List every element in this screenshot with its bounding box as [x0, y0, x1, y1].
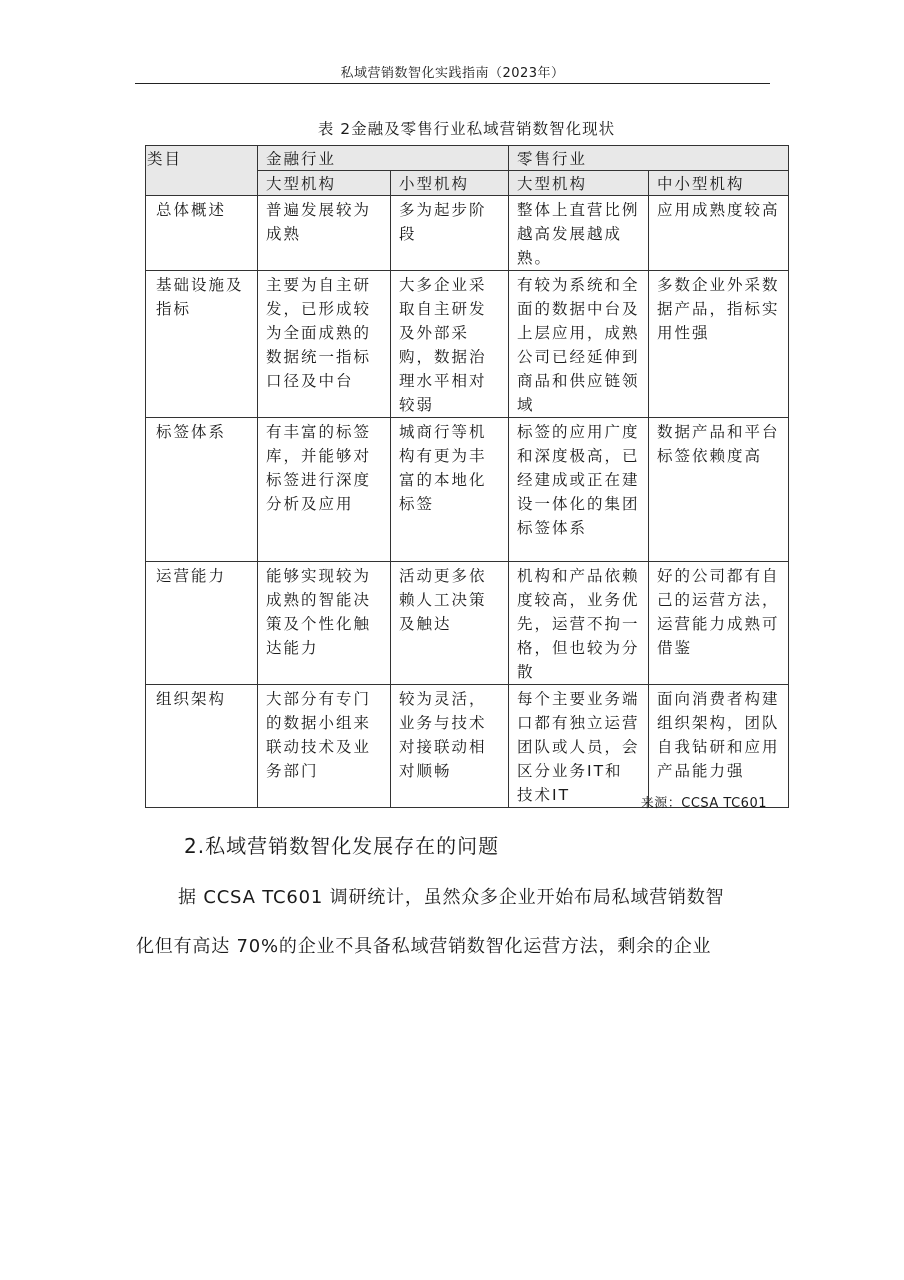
subheader-finance-large: 大型机构 [258, 171, 391, 196]
table-source-note: 来源：CCSA TC601 [640, 796, 767, 811]
section-heading: 2.私域营销数智化发展存在的问题 [184, 834, 500, 858]
table-header-row [146, 146, 789, 171]
table-caption: 表 2金融及零售行业私域营销数智化现状 [317, 120, 616, 138]
table-cell: 有丰富的标签库，并能够对标签进行深度分析及应用 [258, 418, 391, 562]
header-category: 类目 [146, 146, 258, 196]
table-cell: 多数企业外采数据产品，指标实用性强 [649, 271, 789, 418]
table-cell: 有较为系统和全面的数据中台及上层应用，成熟公司已经延伸到商品和供应链领域 [509, 271, 649, 418]
table-cell: 多为起步阶段 [391, 196, 509, 271]
body-paragraph-line: 据 CCSA TC601 调研统计，虽然众多企业开始布局私域营销数智 [178, 887, 725, 908]
row-category: 运营能力 [146, 562, 258, 685]
header-retail: 零售行业 [509, 146, 789, 171]
table-cell: 普遍发展较为成熟 [258, 196, 391, 271]
table-cell: 机构和产品依赖度较高，业务优先，运营不拘一格，但也较为分散 [509, 562, 649, 685]
table-cell: 面向消费者构建组织架构，团队自我钻研和应用产品能力强 [649, 685, 789, 808]
table-row [146, 418, 789, 562]
running-header: 私域营销数智化实践指南（2023年） [340, 66, 565, 81]
table-cell: 能够实现较为成熟的智能决策及个性化触达能力 [258, 562, 391, 685]
table-cell: 数据产品和平台标签依赖度高 [649, 418, 789, 562]
row-category: 标签体系 [146, 418, 258, 562]
table-cell: 活动更多依赖人工决策及触达 [391, 562, 509, 685]
table-row [146, 196, 789, 271]
header-divider [135, 83, 770, 84]
body-paragraph-line: 化但有高达 70%的企业不具备私域营销数智化运营方法，剩余的企业 [136, 936, 712, 957]
table-row [146, 685, 789, 808]
table-cell: 较为灵活，业务与技术对接联动相对顺畅 [391, 685, 509, 808]
subheader-retail-small-medium: 中小型机构 [649, 171, 789, 196]
row-category: 基础设施及指标 [146, 271, 258, 418]
table-cell: 应用成熟度较高 [649, 196, 789, 271]
subheader-retail-large: 大型机构 [509, 171, 649, 196]
industry-status-table [145, 145, 789, 808]
row-category: 总体概述 [146, 196, 258, 271]
header-finance: 金融行业 [258, 146, 509, 171]
table-cell: 大多企业采取自主研发及外部采购，数据治理水平相对较弱 [391, 271, 509, 418]
table-row [146, 562, 789, 685]
table-row [146, 271, 789, 418]
table-cell: 主要为自主研发，已形成较为全面成熟的数据统一指标口径及中台 [258, 271, 391, 418]
table-cell: 大部分有专门的数据小组来联动技术及业务部门 [258, 685, 391, 808]
table-cell: 标签的应用广度和深度极高，已经建成或正在建设一体化的集团标签体系 [509, 418, 649, 562]
subheader-finance-small: 小型机构 [391, 171, 509, 196]
table-cell: 城商行等机构有更为丰富的本地化标签 [391, 418, 509, 562]
table-cell: 整体上直营比例越高发展越成熟。 [509, 196, 649, 271]
row-category: 组织架构 [146, 685, 258, 808]
table-cell: 每个主要业务端口都有独立运营团队或人员，会区分业务IT和技术IT [509, 685, 649, 808]
table-cell: 好的公司都有自己的运营方法，运营能力成熟可借鉴 [649, 562, 789, 685]
